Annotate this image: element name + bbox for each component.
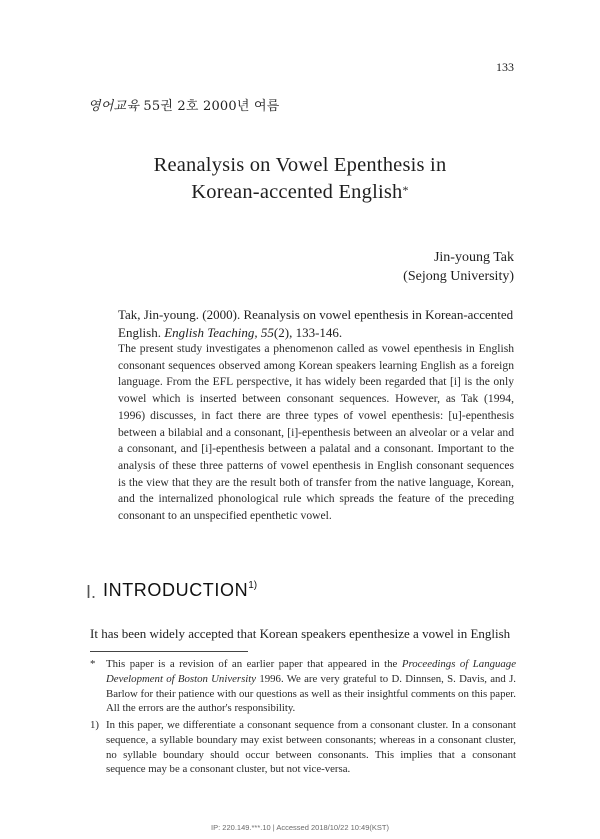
author-block	[403, 248, 514, 286]
title-line-2-text: Korean-accented English	[191, 181, 403, 203]
citation-text: Tak, Jin-young. (2000). Reanalysis on vowel epenthesis in Korean-accented English.	[118, 307, 514, 340]
page-number: 133	[496, 60, 514, 74]
footnote-divider	[90, 651, 248, 652]
footnote-star-mark: *	[90, 658, 96, 670]
footnote-1	[90, 718, 516, 777]
title-line-1: Reanalysis on Vowel Epenthesis in	[153, 154, 447, 176]
citation	[118, 306, 514, 342]
footnote-star-text	[90, 657, 516, 716]
section-number: I.	[86, 582, 97, 602]
footnote-star	[90, 657, 516, 716]
paper-title	[0, 152, 600, 206]
section-footnote-mark: 1)	[248, 580, 258, 591]
intro-paragraph: It has been widely accepted that Korean speakers epenthesize a vowel in English	[90, 626, 511, 641]
title-footnote-mark: *	[402, 183, 409, 197]
journal-header	[88, 95, 279, 114]
abstract: The present study investigates a phenomenon called as vowel epenthesis in English consonant sequences observed among Korean speakers learning English as a foreign language. From the EFL perspective, it has widely been regarded that [i] is the only vowel which is inserted between consonant sequences. However, as Tak (1994, 1996) discusses, in fact there are three types of vowel epenthesis: [u]-epenthesis between a bilabial and a consonant, [i]-epenthesis between an alveolar or a velar and a consonant, and [i]-epenthesis between a palatal and a consonant. Important to the analysis of these three patterns of vowel epenthesis in English consonant sequences is the view that they are the result both of transfer from the native language, Korean, and the internalized phonological rule which spreads the feature of the preceding consonant to an unspecified epenthetic vowel.	[118, 342, 514, 523]
footnote-star-italic: Proceedings of Language Development of Boston University	[106, 658, 516, 685]
author-name: Jin-young Tak	[433, 250, 514, 265]
section-title: INTRODUCTION	[103, 580, 249, 600]
title-line-2	[0, 179, 600, 206]
access-watermark: IP: 220.149.***.10 | Accessed 2018/10/22 10:49(KST)	[211, 823, 389, 832]
footnote-1-text: In this paper, we differentiate a consonant sequence from a consonant cluster. In a consonant sequence, a syllable boundary may exist between consonants; whereas in a consonant cluster, no syllable boundary should occur between consonants. This implies that a consonant sequence may be a consonant cluster, but not vice-versa.	[106, 719, 516, 776]
section-heading	[103, 580, 257, 601]
footnote-star-text-before: This paper is a revision of an earlier paper that appeared in the	[106, 658, 402, 670]
author-affiliation: (Sejong University)	[403, 269, 514, 284]
citation-journal: English Teaching, 55	[164, 325, 274, 340]
journal-issue: 55권 2호 2000년 여름	[139, 99, 280, 114]
footnote-star-text-after: 1996. We are very grateful to D. Dinnsen, S. Davis, and J. Barlow for their patience with our questions as well as their insightful comments on this paper. All the errors are the author's responsibility.	[106, 672, 516, 715]
footnote-1-mark: 1)	[90, 719, 99, 731]
journal-name: 영어교육	[88, 99, 140, 114]
citation-pages: (2), 133-146.	[273, 325, 343, 340]
